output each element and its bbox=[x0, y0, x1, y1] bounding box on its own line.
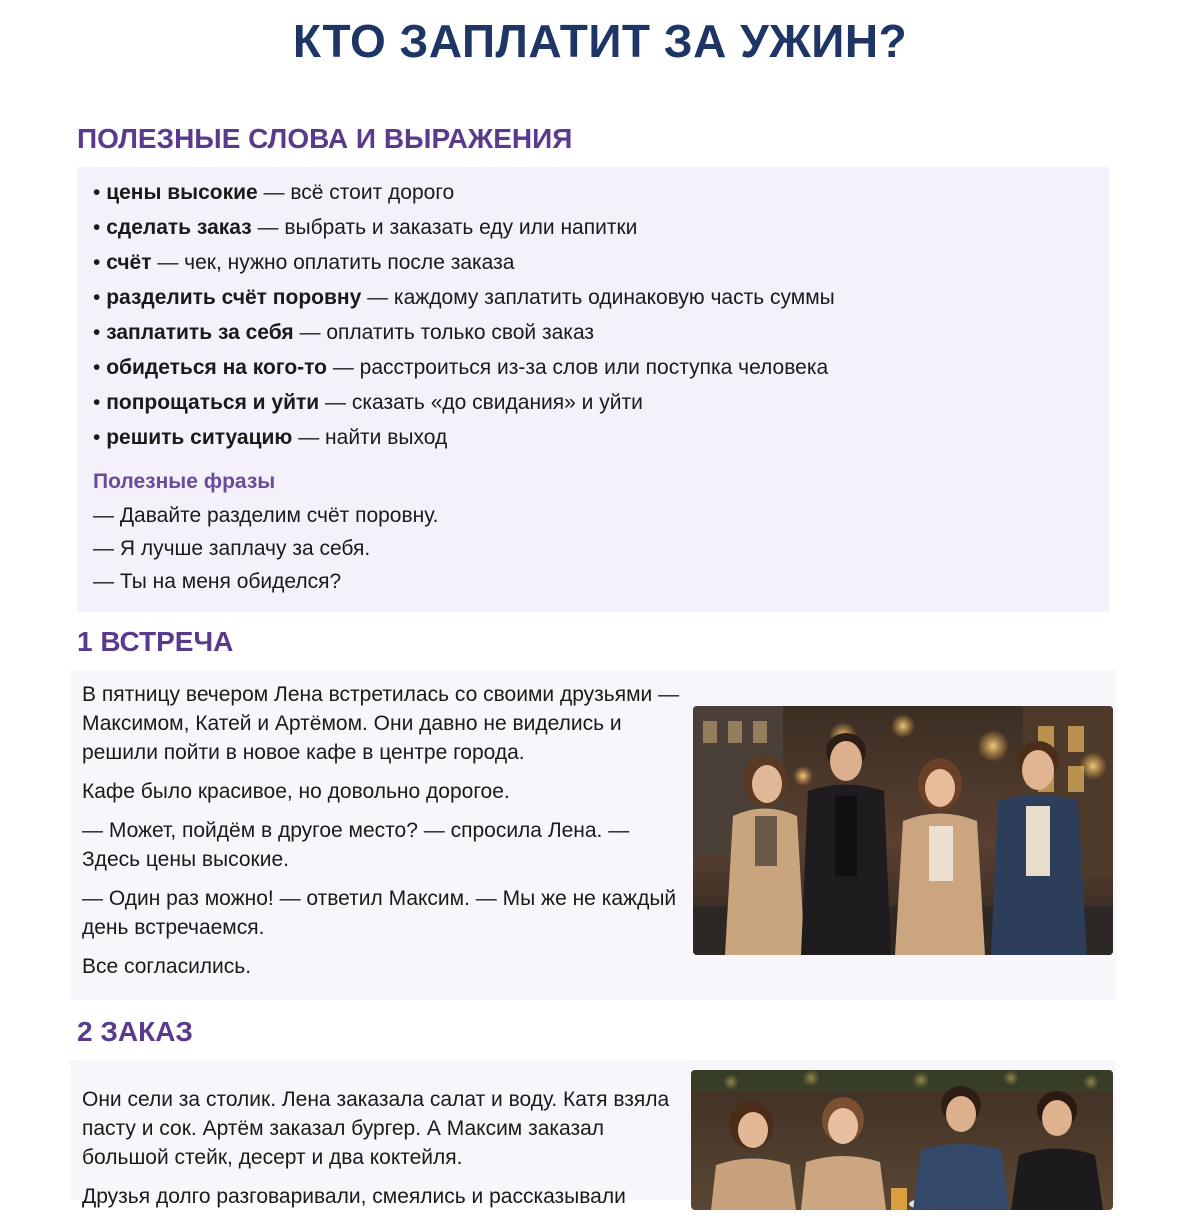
vocab-term: разделить счёт поровну bbox=[106, 286, 362, 309]
vocab-item bbox=[93, 214, 1109, 249]
vocab-definition: — сказать «до свидания» и уйти bbox=[319, 391, 643, 414]
page-title: КТО ЗАПЛАТИТ ЗА УЖИН? bbox=[292, 15, 908, 67]
bullet: • bbox=[93, 356, 107, 379]
bullet: • bbox=[93, 321, 107, 344]
bullet: • bbox=[93, 391, 107, 414]
bullet: • bbox=[93, 426, 107, 449]
vocab-heading: ПОЛЕЗНЫЕ СЛОВА И ВЫРАЖЕНИЯ bbox=[77, 123, 573, 154]
story-paragraph: Друзья долго разговаривали, смеялись и рассказывали bbox=[82, 1185, 626, 1208]
vocab-item bbox=[93, 249, 1109, 284]
story-paragraph: Все согласились. bbox=[82, 955, 252, 978]
story-box-meeting bbox=[70, 670, 1116, 1000]
vocab-term: заплатить за себя bbox=[106, 321, 294, 344]
phrase: — Ты на меня обиделся? bbox=[93, 570, 342, 593]
vocab-definition: — каждому заплатить одинаковую часть суммы bbox=[361, 286, 835, 309]
bullet: • bbox=[93, 251, 107, 274]
phrase: — Давайте разделим счёт поровну. bbox=[93, 504, 439, 527]
story-box-order bbox=[70, 1060, 1116, 1208]
photo-friends-street bbox=[693, 706, 1113, 955]
vocab-item bbox=[93, 319, 1109, 354]
phrases-heading: Полезные фразы bbox=[93, 470, 276, 493]
vocab-term: обидеться на кого-то bbox=[106, 356, 327, 379]
phrase: — Я лучше заплачу за себя. bbox=[93, 537, 371, 560]
vocab-item bbox=[93, 424, 1109, 459]
vocab-box bbox=[77, 167, 1109, 612]
vocab-item bbox=[93, 389, 1109, 424]
vocab-definition: — расстроиться из-за слов или поступка человека bbox=[326, 356, 829, 379]
bullet: • bbox=[93, 286, 107, 309]
bullet: • bbox=[93, 216, 107, 239]
bullet: • bbox=[93, 181, 107, 204]
story-paragraph: — Один раз можно! — ответил Максим. — Мы же не каждый день встречаемся. bbox=[82, 887, 677, 939]
vocab-term: цены высокие bbox=[106, 181, 258, 204]
vocab-term: решить ситуацию bbox=[106, 426, 293, 449]
story-text bbox=[82, 680, 682, 991]
story-paragraph: — Может, пойдём в другое место? — спросила Лена. — Здесь цены высокие. bbox=[82, 819, 630, 871]
vocab-list bbox=[93, 179, 1109, 459]
vocab-definition: — выбрать и заказать еду или напитки bbox=[251, 216, 638, 239]
vocab-term: попрощаться и уйти bbox=[106, 391, 320, 414]
story-paragraph: В пятницу вечером Лена встретилась со своими друзьями — Максимом, Катей и Артёмом. Они давно не виделись и решили пойти в новое кафе в центре города. bbox=[82, 683, 680, 764]
vocab-definition: — всё стоит дорого bbox=[257, 181, 455, 204]
photo-friends-cafe bbox=[691, 1070, 1113, 1210]
section-heading-order: 2 ЗАКАЗ bbox=[77, 1016, 193, 1047]
section-heading-meeting: 1 ВСТРЕЧА bbox=[77, 626, 234, 657]
story-paragraph: Они сели за столик. Лена заказала салат и воду. Катя взяла пасту и сок. Артём заказал бургер. А Максим заказал большой стейк, десерт и два коктейля. bbox=[82, 1088, 670, 1169]
vocab-definition: — оплатить только свой заказ bbox=[293, 321, 595, 344]
vocab-definition: — чек, нужно оплатить после заказа bbox=[151, 251, 515, 274]
vocab-term: сделать заказ bbox=[106, 216, 252, 239]
story-paragraph: Кафе было красивое, но довольно дорогое. bbox=[82, 780, 510, 803]
vocab-definition: — найти выход bbox=[292, 426, 448, 449]
vocab-term: счёт bbox=[106, 251, 152, 274]
vocab-item bbox=[93, 284, 1109, 319]
story-text bbox=[82, 1085, 682, 1221]
vocab-item bbox=[93, 354, 1109, 389]
vocab-item bbox=[93, 179, 1109, 214]
